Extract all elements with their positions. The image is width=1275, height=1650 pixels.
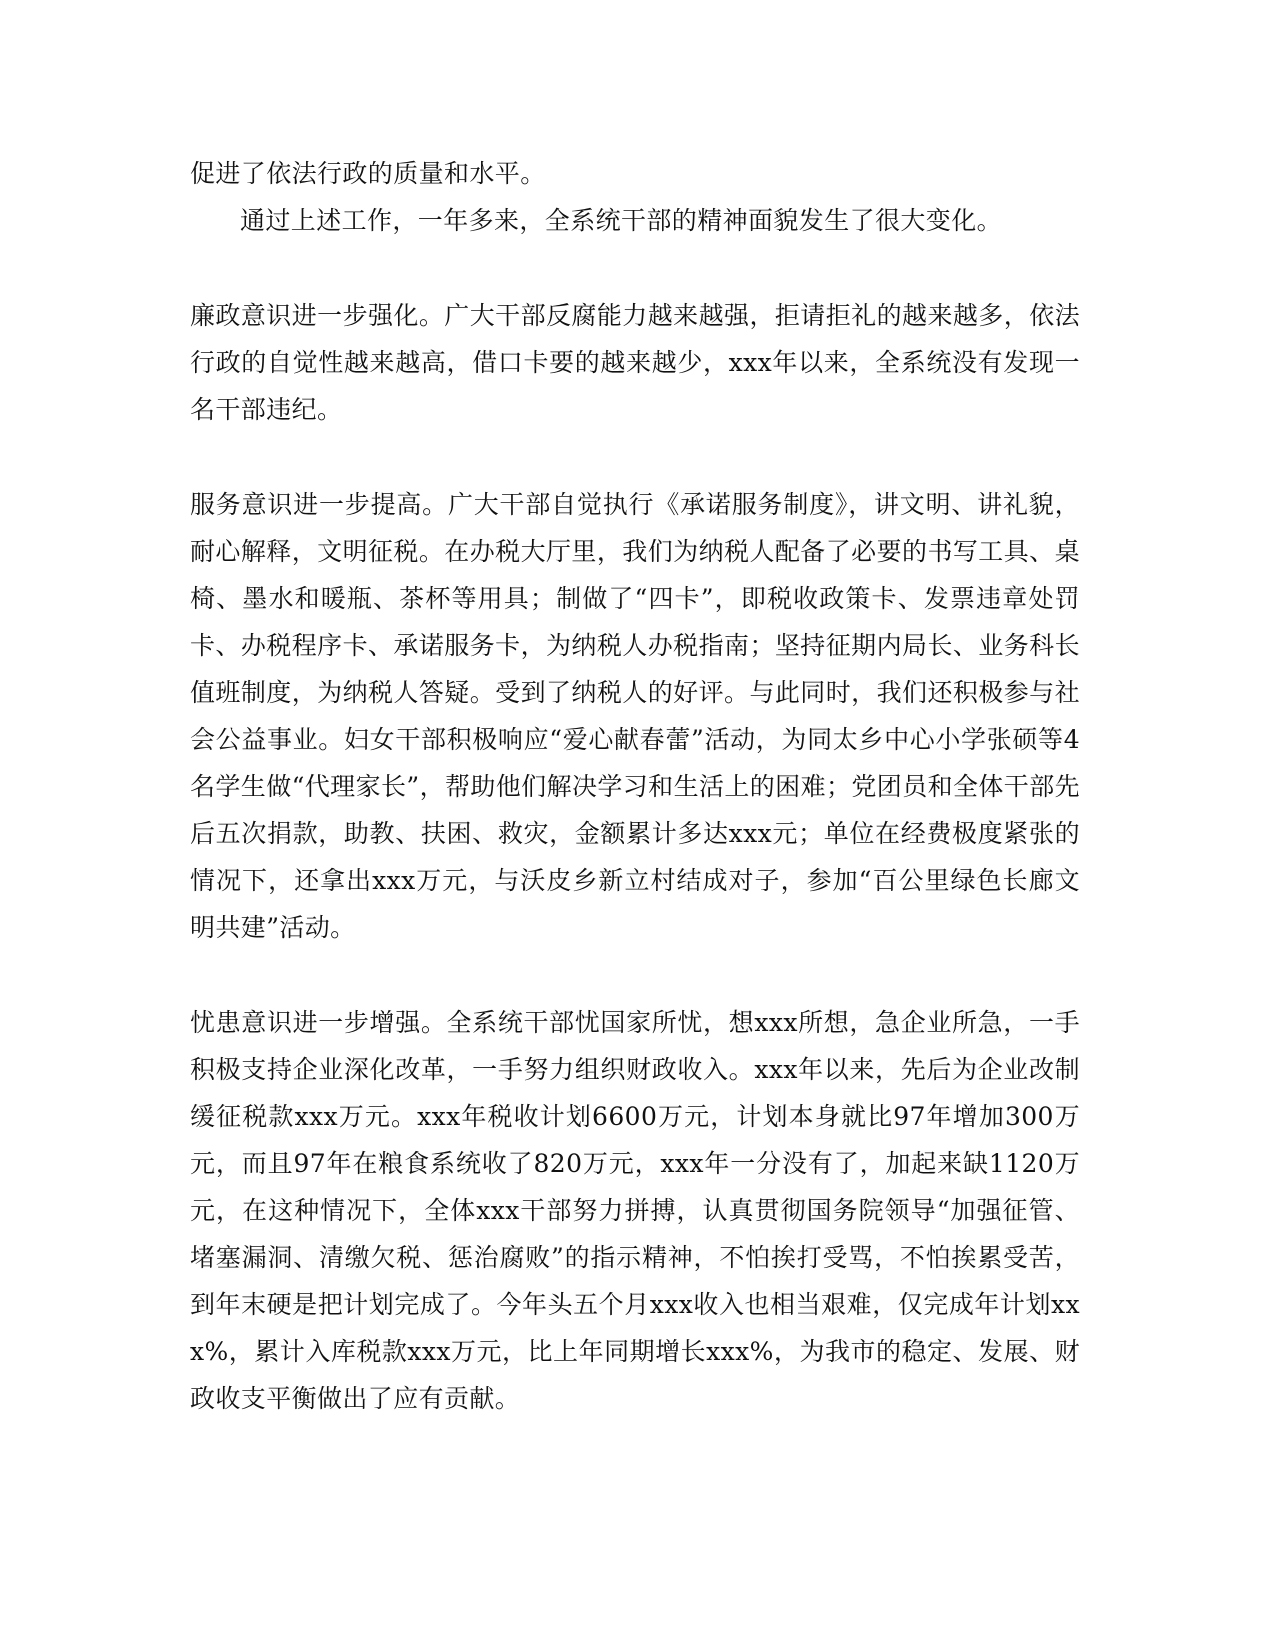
paragraph-summary: 通过上述工作，一年多来，全系统干部的精神面貌发生了很大变化。 [240,206,1003,235]
paragraph-concern: 忧患意识进一步增强。全系统干部忧国家所忧，想xxx所想，急企业所急，一手积极支持企业深化改革，一手努力组织财政收入。xxx年以来，先后为企业改制缓征税款xxx万元。xxx年税收计划6600万元，计划本身就比97年增加300万元，而且97年在粮食系统收了820万元，xxx年一分没有了，加起来缺1120万元，在这种情况下，全体xxx干部努力拼搏，认真贯彻国务院领导“加强征管、堵塞漏洞、清缴欠税、惩治腐败”的指示精神，不怕挨打受骂，不怕挨累受苦，到年末硬是把计划完成了。今年头五个月xxx收入也相当艰难，仅完成年计划xxx%，累计入库税款xxx万元，比上年同期增长xxx%，为我市的稳定、发展、财政收支平衡做出了应有贡献。 [190,1008,1080,1413]
paragraph-continuation: 促进了依法行政的质量和水平。 [190,159,546,188]
document-body [190,150,1080,1422]
paragraph-service: 服务意识进一步提高。广大干部自觉执行《承诺服务制度》，讲文明、讲礼貌，耐心解释，文明征税。在办税大厅里，我们为纳税人配备了必要的书写工具、桌椅、墨水和暖瓶、茶杯等用具；制做了“四卡”，即税收政策卡、发票违章处罚卡、办税程序卡、承诺服务卡，为纳税人办税指南；坚持征期内局长、业务科长值班制度，为纳税人答疑。受到了纳税人的好评。与此同时，我们还积极参与社会公益事业。妇女干部积极响应“爱心献春蕾”活动，为同太乡中心小学张硕等4名学生做“代理家长”，帮助他们解决学习和生活上的困难；党团员和全体干部先后五次捐款，助教、扶困、救灾，金额累计多达xxx元；单位在经费极度紧张的情况下，还拿出xxx万元，与沃皮乡新立村结成对子，参加“百公里绿色长廊文明共建”活动。 [190,490,1080,942]
paragraph-integrity: 廉政意识进一步强化。广大干部反腐能力越来越强，拒请拒礼的越来越多，依法行政的自觉性越来越高，借口卡要的越来越少，xxx年以来，全系统没有发现一名干部违纪。 [190,301,1080,424]
